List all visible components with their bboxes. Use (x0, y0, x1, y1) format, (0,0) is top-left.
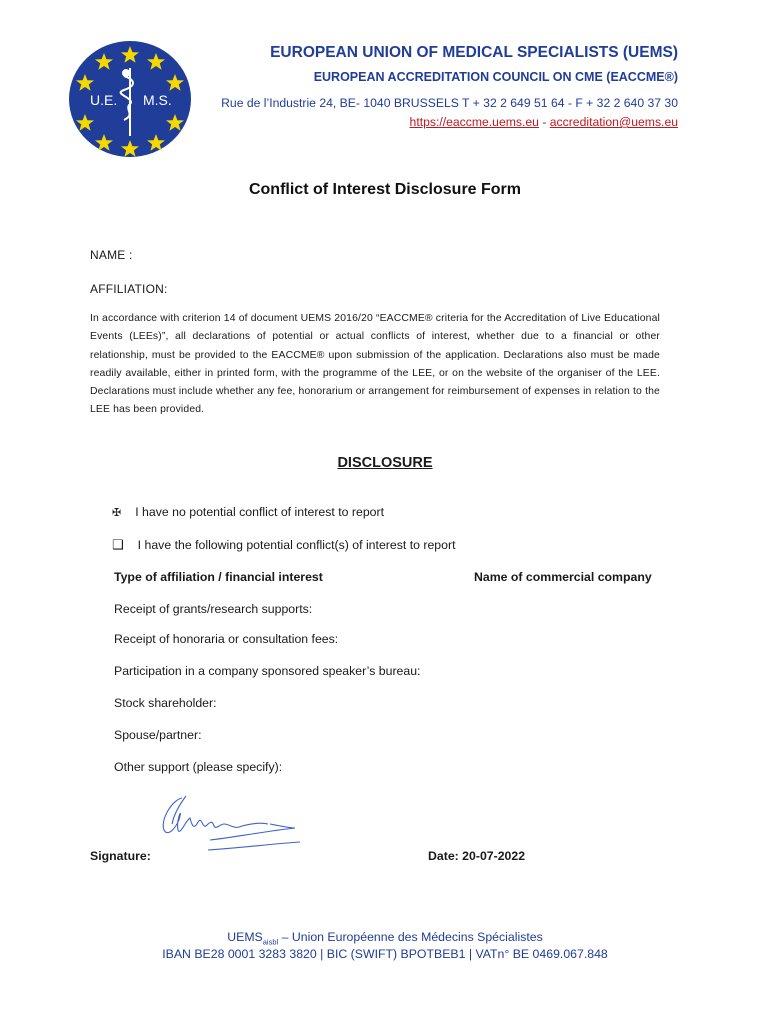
date-label: Date: 20-07-2022 (428, 849, 526, 863)
footer-bank: IBAN BE28 0001 3283 3820 | BIC (SWIFT) BPOTBEB1 | VATn° BE 0469.067.848 (162, 947, 608, 961)
option-no-conflict[interactable] (112, 505, 384, 519)
footer-uems: UEMS (227, 930, 263, 944)
row-speakers-bureau: Participation in a company sponsored speaker’s bureau: (114, 664, 421, 678)
criteria-paragraph: In accordance with criterion 14 of document UEMS 2016/20 “EACCME® criteria for the Accreditation of Live Educational Events (LEEs)”, all declarations of potential or actual conflicts of interest, whether due to a financial or other relationship, must be provided to the EACCME® upon submission of the application. Declarations also must be made readily available, either in printed form, with the programme of the LEE, or on the website of the organiser of the LEE. Declarations must include whether any fee, honorarium or arrangement for reimbursement of expenses in relation to the LEE has been provided. (90, 313, 660, 416)
logo-text-left: U.E. (90, 92, 118, 108)
org-name: EUROPEAN UNION OF MEDICAL SPECIALISTS (UEMS) (270, 44, 678, 61)
logo-text-right: M.S. (143, 92, 172, 108)
address: Rue de l’Industrie 24, BE- 1040 BRUSSELS T + 32 2 649 51 64 - F + 32 2 640 37 30 (221, 96, 678, 110)
row-stock: Stock shareholder: (114, 696, 217, 710)
row-other: Other support (please specify): (114, 760, 283, 774)
footer-org (0, 930, 770, 946)
disclosure-heading: DISCLOSURE (337, 455, 433, 471)
affiliation-label: AFFILIATION: (90, 282, 168, 296)
uems-logo (68, 40, 192, 158)
footer-union: – Union Européenne des Médecins Spécialistes (278, 930, 543, 944)
signature-label: Signature: (90, 849, 151, 863)
checked-checkbox-icon[interactable]: ✠ (112, 506, 122, 519)
name-label: NAME : (90, 248, 133, 262)
option-no-conflict-label: I have no potential conflict of interest to report (135, 505, 385, 519)
email-link[interactable]: accreditation@uems.eu (549, 115, 678, 129)
website-link[interactable]: https://eaccme.uems.eu (409, 115, 539, 129)
signature-image (150, 790, 300, 860)
link-separator: - (538, 115, 550, 129)
contact-links (410, 115, 678, 129)
option-has-conflict[interactable] (112, 537, 456, 553)
row-honoraria: Receipt of honoraria or consultation fees: (114, 632, 339, 646)
column-header-type: Type of affiliation / financial interest (114, 570, 323, 584)
empty-checkbox-icon[interactable]: ❑ (112, 537, 124, 552)
footer-aisbl: aisbl (262, 937, 279, 947)
option-has-conflict-label: I have the following potential conflict(s) of interest to report (137, 538, 456, 552)
page-title: Conflict of Interest Disclosure Form (248, 181, 522, 198)
council-name: EUROPEAN ACCREDITATION COUNCIL ON CME (EACCME®) (313, 70, 678, 84)
column-header-company: Name of commercial company (474, 570, 652, 584)
row-spouse: Spouse/partner: (114, 728, 202, 742)
row-grants: Receipt of grants/research supports: (114, 602, 313, 616)
